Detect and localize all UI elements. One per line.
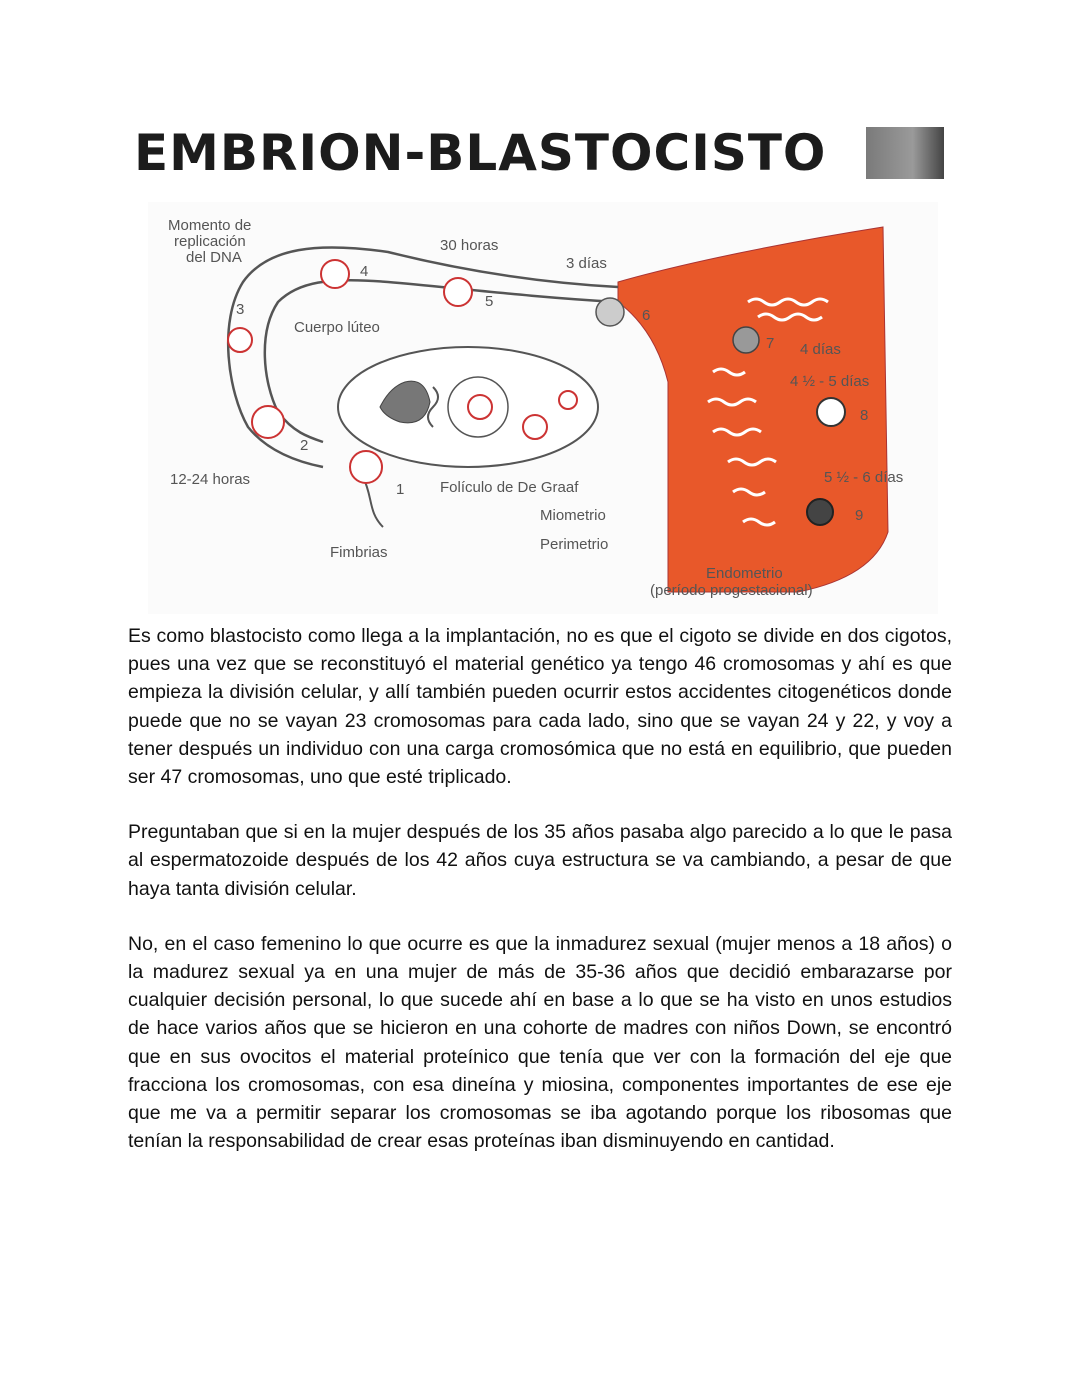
step-1: 1	[396, 481, 405, 498]
step-8: 8	[860, 407, 869, 424]
paragraph-2: Preguntaban que si en la mujer después de los 35 años pasaba algo parecido a lo que le pasa al espermatozoide después de los 42 años cuya estructura se va cambiando, a pesar de que haya tanta división celular.	[128, 821, 952, 900]
step-9: 9	[855, 507, 864, 524]
step-4: 4	[360, 263, 369, 280]
label-dna-2: replicación	[174, 233, 246, 250]
label-45d: 4 ½ - 5 días	[790, 373, 870, 390]
label-56d: 5 ½ - 6 días	[824, 469, 904, 486]
label-perimetrio: Perimetrio	[540, 536, 609, 553]
step-7: 7	[766, 335, 775, 352]
label-dna-3: del DNA	[186, 249, 242, 266]
label-4d: 4 días	[800, 341, 841, 358]
label-fimbrias: Fimbrias	[330, 544, 388, 561]
label-miometrio: Miometrio	[540, 507, 606, 524]
label-dna-1: Momento de	[168, 217, 252, 234]
page-title: EMBRION-BLASTOCISTO	[134, 124, 827, 182]
label-endometrio: Endometrio	[706, 565, 783, 582]
paragraph-3: No, en el caso femenino lo que ocurre es que la inmadurez sexual (mujer menos a 18 años) o la madurez sexual ya en una mujer de más de 35-36 años que decidió embarazarse por cualquier decisión personal, lo que sucede ahí en base a lo que se ha visto en unos estudios de hace varios años que se hicieron en una cohorte de madres con niños Down, se encontró que en sus ovocitos el material proteínico que tenía que ver con la formación del eje que fracciona los cromosomas, con esa dineína y miosina, componentes importantes de ese eje que me va a permitir separar los cromosomas se iba agotando porque los ribosomas que tenían la responsabilidad de crear esas proteínas iban disminuyendo en cantidad.	[128, 932, 952, 1153]
label-3d: 3 días	[566, 255, 607, 272]
title-decoration	[866, 127, 944, 179]
paragraph-1: Es como blastocisto como llega a la implantación, no es que el cigoto se divide en dos cigotos, pues una vez que se reconstituyó el material genético ya tengo 46 cromosomas y ahí es que empieza la división celular, y allí también pueden ocurrir estos accidentes citogenéticos donde puede que no se vayan 23 cromosomas para cada lado, sino que se vayan 24 y 22, y voy a tener después un individuo con una carga cromosómica que no está en equilibrio, que pueden ser 47 cromosomas, uno que esté triplicado.	[128, 625, 952, 789]
step-3: 3	[236, 301, 245, 318]
body-text	[128, 622, 952, 1182]
uterus-wall	[618, 227, 888, 592]
step-5: 5	[485, 293, 494, 310]
label-endometrio-2: (período progestacional)	[650, 582, 813, 599]
step-2: 2	[300, 437, 309, 454]
label-foliculo: Folículo de De Graaf	[440, 479, 579, 496]
label-cuerpo: Cuerpo lúteo	[294, 319, 380, 336]
step-6: 6	[642, 307, 651, 324]
label-12-24h: 12-24 horas	[170, 471, 251, 488]
label-30h: 30 horas	[440, 237, 499, 254]
embryo-diagram	[148, 202, 938, 614]
